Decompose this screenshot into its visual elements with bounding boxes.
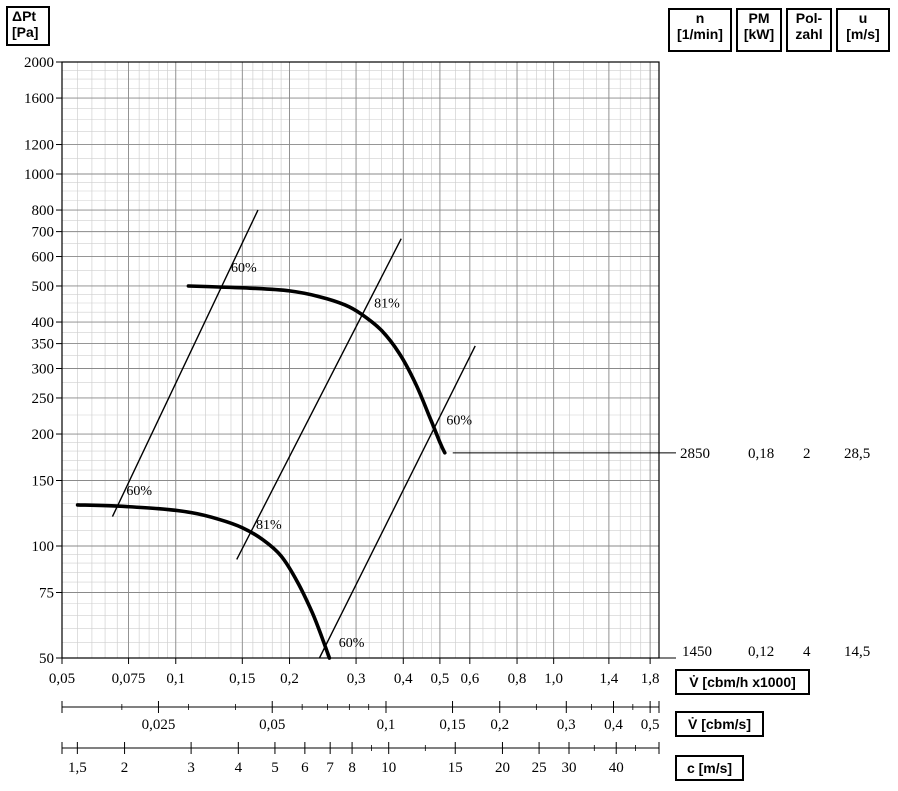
x-tick-label: 0,15 [229, 671, 256, 687]
header-power [736, 8, 782, 52]
x-axis-cbms [62, 701, 660, 733]
x3-tick-label: 25 [531, 760, 547, 776]
y-tick-label: 2000 [24, 55, 54, 71]
efficiency-line [319, 346, 475, 658]
y-tick-label: 500 [31, 278, 54, 295]
x-axis-velocity [62, 742, 659, 776]
header-poles-label: Pol- [795, 10, 823, 26]
fan-curves [78, 286, 445, 658]
x3-tick-label: 5 [271, 760, 279, 776]
y-tick-label: 1000 [24, 166, 54, 183]
x-tick-label: 1,4 [599, 671, 619, 687]
row2-poles: 4 [803, 644, 811, 660]
efficiency-label: 60% [446, 413, 473, 429]
x3-tick-label: 4 [234, 760, 243, 776]
x-tick-label: 1,0 [544, 671, 564, 687]
y-tick-label: 75 [39, 585, 54, 602]
header-power-label: PM [748, 10, 770, 26]
x-tick-label: 1,8 [640, 671, 660, 687]
x2-tick-label: 0,3 [556, 717, 576, 733]
x-tick-label: 0,8 [507, 671, 527, 687]
y-tick-label: 800 [31, 203, 54, 220]
y-axis-ticks [24, 55, 62, 667]
efficiency-line [112, 210, 257, 517]
efficiency-label: 60% [126, 484, 153, 500]
row2-power: 0,12 [748, 644, 775, 660]
x2-tick-label: 0,5 [640, 717, 660, 733]
row1-tip-speed: 28,5 [844, 446, 871, 462]
x3-tick-label: 6 [301, 760, 309, 776]
x2-tick-label: 0,15 [439, 717, 466, 733]
x2-tick-label: 0,025 [141, 717, 176, 733]
y-tick-label: 300 [31, 361, 54, 378]
efficiency-label: 60% [338, 636, 365, 652]
header-tip-speed-unit: [m/s] [846, 26, 880, 42]
x-tick-label: 0,2 [280, 671, 299, 687]
y-tick-label: 150 [31, 473, 54, 490]
y-axis-unit: [Pa] [12, 24, 39, 40]
x3-tick-label: 2 [120, 760, 129, 776]
efficiency-line [237, 239, 401, 560]
x-axis-ticks-cbmh [49, 658, 660, 687]
y-tick-label: 1200 [24, 137, 54, 154]
x-axis-c-title [675, 755, 744, 781]
y-tick-label: 1600 [24, 91, 54, 108]
x-tick-label: 0,4 [393, 671, 413, 687]
fan-curve-2 [78, 505, 330, 658]
header-tip-speed [836, 8, 890, 52]
y-tick-label: 250 [31, 390, 54, 407]
row1-poles: 2 [803, 446, 811, 462]
x3-tick-label: 7 [326, 760, 334, 776]
x-tick-label: 0,075 [111, 671, 146, 687]
header-poles [786, 8, 832, 52]
row1-power: 0,18 [748, 446, 775, 462]
x3-tick-label: 30 [561, 760, 577, 776]
x3-tick-label: 1,5 [67, 760, 87, 776]
x2-tick-label: 0,05 [259, 717, 286, 733]
x-tick-label: 0,1 [166, 671, 186, 687]
x-axis-cbmh-title [675, 669, 810, 695]
header-speed [668, 8, 732, 52]
x-axis-cbms-label: V̇ [cbm/s] [687, 716, 751, 732]
x-tick-label: 0,05 [48, 671, 76, 687]
y-tick-label: 100 [31, 539, 54, 556]
header-tip-speed-label: u [858, 10, 868, 26]
x-tick-label: 0,5 [430, 671, 450, 687]
y-axis-title: ΔPt [12, 8, 37, 24]
x-axis-cbmh-label: V̇ [cbm/h x1000] [689, 674, 796, 690]
x-axis-cbms-title [675, 711, 764, 737]
y-tick-label: 200 [31, 427, 54, 444]
y-tick-label: 350 [31, 336, 54, 353]
efficiency-label: 81% [255, 518, 282, 534]
x3-tick-label: 40 [608, 760, 624, 776]
y-tick-label: 400 [31, 315, 54, 332]
header-poles-label-2: zahl [795, 26, 823, 42]
table-leader-lines [335, 453, 676, 658]
row2-tip-speed: 14,5 [844, 644, 871, 660]
x3-tick-label: 3 [187, 760, 195, 776]
x3-tick-label: 8 [348, 760, 356, 776]
row1-speed: 2850 [680, 446, 710, 462]
header-speed-label: n [695, 10, 705, 26]
x3-tick-label: 10 [381, 760, 397, 776]
fan-curve-1 [188, 286, 444, 453]
x-tick-label: 0,6 [460, 671, 480, 687]
efficiency-label: 81% [374, 296, 400, 312]
y-tick-label: 50 [39, 651, 54, 667]
x-tick-label: 0,3 [346, 671, 366, 687]
header-power-unit: [kW] [743, 26, 775, 42]
x2-tick-label: 0,1 [376, 717, 396, 733]
header-speed-unit: [1/min] [677, 26, 723, 42]
y-tick-label: 600 [31, 249, 54, 266]
x2-tick-label: 0,2 [490, 717, 510, 733]
row2-speed: 1450 [682, 644, 712, 660]
chart-grid-minor [62, 62, 659, 658]
x2-tick-label: 0,4 [604, 717, 623, 733]
y-axis-title-box [6, 6, 50, 46]
x3-tick-label: 15 [447, 760, 463, 776]
y-tick-label: 700 [31, 224, 54, 241]
x3-tick-label: 20 [494, 760, 510, 776]
efficiency-label: 60% [230, 261, 257, 277]
x-axis-c-label: c [m/s] [686, 760, 733, 776]
